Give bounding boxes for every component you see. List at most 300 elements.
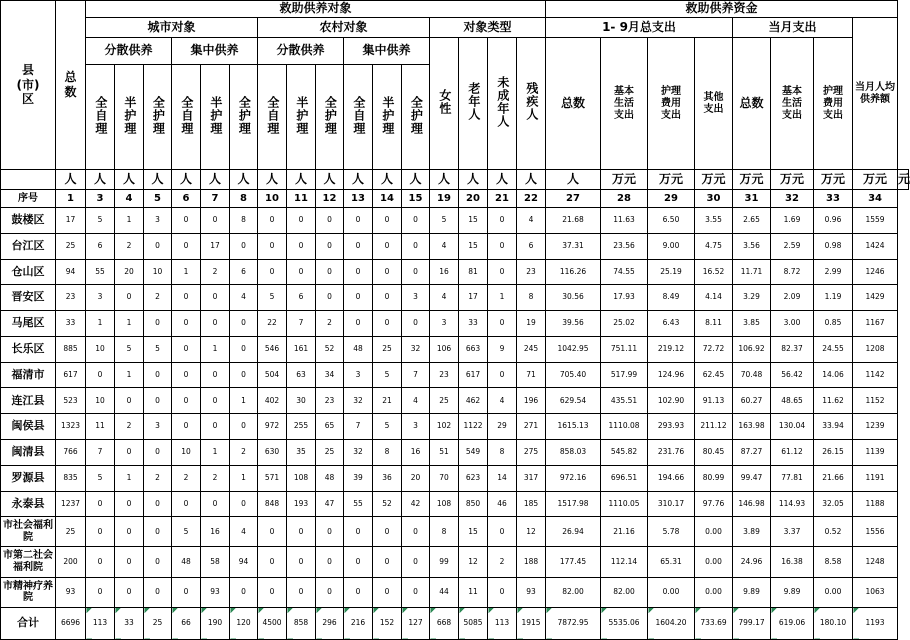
- data-cell: 0: [344, 285, 373, 311]
- data-cell: 0: [344, 311, 373, 337]
- female-header: 女性: [430, 38, 459, 170]
- data-cell: 91.13: [695, 388, 733, 414]
- data-cell: 0: [402, 577, 430, 607]
- unit-cell: 人: [201, 170, 230, 190]
- data-cell: 799.17: [733, 607, 771, 639]
- data-cell: 402: [258, 388, 287, 414]
- data-cell: 30.56: [546, 285, 601, 311]
- data-cell: 58: [201, 547, 230, 577]
- table-row: [1, 388, 909, 414]
- table-row: [1, 208, 909, 234]
- data-cell: 1424: [853, 233, 898, 259]
- care-level-header: 全护理: [144, 65, 172, 170]
- rural-objects-header: 农村对象: [258, 18, 430, 38]
- data-cell: 255: [287, 414, 316, 440]
- per-capita-header: 当月人均供养额: [853, 18, 898, 170]
- sequence-number: 33: [814, 190, 853, 208]
- data-cell: 80.45: [695, 440, 733, 466]
- ytd-total-header: 总数: [546, 38, 601, 170]
- data-cell: 293.93: [648, 414, 695, 440]
- data-cell: 6: [86, 233, 115, 259]
- data-cell: 4: [230, 285, 258, 311]
- data-cell: 0: [258, 259, 287, 285]
- data-cell: 1: [488, 285, 517, 311]
- sequence-number: 3: [86, 190, 115, 208]
- data-cell: 0: [258, 233, 287, 259]
- data-cell: 113: [488, 607, 517, 639]
- data-cell: 0.85: [814, 311, 853, 337]
- data-cell: 7: [287, 311, 316, 337]
- data-cell: 1.19: [814, 285, 853, 311]
- data-cell: 0: [172, 388, 201, 414]
- data-cell: 2: [316, 311, 344, 337]
- data-cell: 193: [287, 491, 316, 517]
- data-cell: 14.06: [814, 362, 853, 388]
- data-cell: 0: [488, 517, 517, 547]
- data-cell: 0: [86, 491, 115, 517]
- county-name: 罗源县: [1, 465, 56, 491]
- data-cell: 16.52: [695, 259, 733, 285]
- data-cell: 5: [86, 465, 115, 491]
- data-cell: 63: [287, 362, 316, 388]
- data-cell: 52: [373, 491, 402, 517]
- data-cell: 523: [56, 388, 86, 414]
- data-cell: 4.14: [695, 285, 733, 311]
- data-cell: 211.12: [695, 414, 733, 440]
- data-cell: 3.55: [695, 208, 733, 234]
- data-cell: 16: [430, 259, 459, 285]
- data-cell: 11: [459, 577, 488, 607]
- data-cell: 2: [201, 259, 230, 285]
- sequence-number: 20: [459, 190, 488, 208]
- data-cell: 0.00: [814, 577, 853, 607]
- sequence-number: 13: [344, 190, 373, 208]
- data-cell: 517.99: [601, 362, 648, 388]
- data-cell: 0: [172, 362, 201, 388]
- data-cell: 97.76: [695, 491, 733, 517]
- data-cell: 112.14: [601, 547, 648, 577]
- data-cell: 1604.20: [648, 607, 695, 639]
- data-cell: 25.19: [648, 259, 695, 285]
- data-cell: 56.42: [771, 362, 814, 388]
- sequence-number: 29: [648, 190, 695, 208]
- data-cell: 19: [517, 311, 546, 337]
- table-row: [1, 362, 909, 388]
- data-cell: 36: [373, 465, 402, 491]
- data-cell: 6: [230, 259, 258, 285]
- data-cell: 34: [316, 362, 344, 388]
- data-cell: 435.51: [601, 388, 648, 414]
- data-cell: 733.69: [695, 607, 733, 639]
- data-cell: 6696: [56, 607, 86, 639]
- data-cell: 546: [258, 336, 287, 362]
- data-cell: 2: [144, 465, 172, 491]
- data-cell: 623: [459, 465, 488, 491]
- data-cell: 44: [430, 577, 459, 607]
- unit-cell: 万元: [771, 170, 814, 190]
- data-cell: 0: [258, 577, 287, 607]
- data-cell: 120: [230, 607, 258, 639]
- data-cell: 668: [430, 607, 459, 639]
- data-cell: 29: [488, 414, 517, 440]
- data-cell: 1208: [853, 336, 898, 362]
- data-cell: 0: [201, 311, 230, 337]
- data-cell: 1152: [853, 388, 898, 414]
- data-cell: 17: [201, 233, 230, 259]
- data-cell: 163.98: [733, 414, 771, 440]
- data-cell: 6: [287, 285, 316, 311]
- data-cell: 1556: [853, 517, 898, 547]
- data-cell: 271: [517, 414, 546, 440]
- data-cell: 66: [172, 607, 201, 639]
- county-name: 连江县: [1, 388, 56, 414]
- data-cell: 3: [430, 311, 459, 337]
- sequence-label: 序号: [1, 190, 56, 208]
- data-cell: 20: [115, 259, 144, 285]
- data-cell: 37.31: [546, 233, 601, 259]
- data-cell: 7: [344, 414, 373, 440]
- data-cell: 0: [287, 517, 316, 547]
- data-cell: 1110.08: [601, 414, 648, 440]
- data-cell: 0: [488, 577, 517, 607]
- data-cell: 617: [459, 362, 488, 388]
- data-cell: 10: [172, 440, 201, 466]
- data-cell: 1193: [853, 607, 898, 639]
- county-name: 市第二社会福利院: [1, 547, 56, 577]
- data-cell: 2: [172, 465, 201, 491]
- data-cell: 77.81: [771, 465, 814, 491]
- data-cell: 619.06: [771, 607, 814, 639]
- data-cell: 196: [517, 388, 546, 414]
- data-cell: 4: [230, 517, 258, 547]
- sequence-number: 14: [373, 190, 402, 208]
- data-cell: 8.58: [814, 547, 853, 577]
- data-cell: 35: [287, 440, 316, 466]
- data-cell: 0: [144, 547, 172, 577]
- data-cell: 0: [316, 233, 344, 259]
- data-cell: 16.38: [771, 547, 814, 577]
- data-cell: 0: [172, 208, 201, 234]
- data-cell: 0: [172, 233, 201, 259]
- data-cell: 2: [115, 414, 144, 440]
- data-cell: 17: [56, 208, 86, 234]
- data-cell: 33: [459, 311, 488, 337]
- care-level-header: 全自理: [86, 65, 115, 170]
- data-cell: 275: [517, 440, 546, 466]
- data-cell: 1142: [853, 362, 898, 388]
- data-cell: 8: [230, 208, 258, 234]
- data-cell: 0: [344, 208, 373, 234]
- data-cell: 5: [172, 517, 201, 547]
- county-name: 闽清县: [1, 440, 56, 466]
- data-cell: 0: [373, 259, 402, 285]
- data-cell: 0: [287, 577, 316, 607]
- data-cell: 1122: [459, 414, 488, 440]
- data-cell: 617: [56, 362, 86, 388]
- data-cell: 1: [115, 311, 144, 337]
- data-cell: 20: [402, 465, 430, 491]
- unit-cell: 人: [430, 170, 459, 190]
- data-cell: 0: [488, 208, 517, 234]
- data-cell: 0: [144, 440, 172, 466]
- data-cell: 82.00: [601, 577, 648, 607]
- data-cell: 751.11: [601, 336, 648, 362]
- data-cell: 51: [430, 440, 459, 466]
- data-cell: 70: [430, 465, 459, 491]
- data-cell: 62.45: [695, 362, 733, 388]
- table-row: [1, 465, 909, 491]
- data-cell: 0: [230, 491, 258, 517]
- data-cell: 5: [373, 414, 402, 440]
- data-cell: 39.56: [546, 311, 601, 337]
- data-cell: 858.03: [546, 440, 601, 466]
- county-name: 晋安区: [1, 285, 56, 311]
- data-cell: 65: [316, 414, 344, 440]
- data-cell: 0: [115, 285, 144, 311]
- data-cell: 87.27: [733, 440, 771, 466]
- care-level-header: 半护理: [373, 65, 402, 170]
- data-cell: 15: [459, 233, 488, 259]
- data-cell: 4: [488, 388, 517, 414]
- unit-cell: [1, 170, 56, 190]
- data-cell: 46: [488, 491, 517, 517]
- data-cell: 317: [517, 465, 546, 491]
- data-cell: 0: [488, 362, 517, 388]
- data-cell: 99: [430, 547, 459, 577]
- data-cell: 0: [373, 208, 402, 234]
- data-cell: 180.10: [814, 607, 853, 639]
- unit-cell: 人: [144, 170, 172, 190]
- county-name: 福清市: [1, 362, 56, 388]
- data-cell: 0: [402, 547, 430, 577]
- data-cell: 3.56: [733, 233, 771, 259]
- data-cell: 0: [402, 517, 430, 547]
- table-row: [1, 311, 909, 337]
- table-row: [1, 414, 909, 440]
- data-cell: 0: [373, 285, 402, 311]
- data-cell: 33: [56, 311, 86, 337]
- data-cell: 0: [86, 577, 115, 607]
- data-cell: 0: [230, 336, 258, 362]
- data-cell: 25: [430, 388, 459, 414]
- data-cell: 0.00: [648, 577, 695, 607]
- unit-cell: 万元: [853, 170, 898, 190]
- data-cell: 1042.95: [546, 336, 601, 362]
- sequence-number: 8: [230, 190, 258, 208]
- data-cell: 0: [316, 517, 344, 547]
- data-cell: 1: [172, 259, 201, 285]
- unit-cell: 万元: [814, 170, 853, 190]
- data-cell: 462: [459, 388, 488, 414]
- unit-cell: 人: [316, 170, 344, 190]
- care-level-header: 全护理: [316, 65, 344, 170]
- data-cell: 10: [86, 388, 115, 414]
- data-cell: 127: [402, 607, 430, 639]
- month-basic-header: 基本生活支出: [771, 38, 814, 170]
- data-cell: 3.85: [733, 311, 771, 337]
- data-cell: 17.93: [601, 285, 648, 311]
- data-cell: 16: [201, 517, 230, 547]
- data-cell: 8.49: [648, 285, 695, 311]
- sequence-number: 34: [853, 190, 898, 208]
- data-cell: 0: [144, 491, 172, 517]
- data-cell: 0: [144, 311, 172, 337]
- data-cell: 0: [86, 517, 115, 547]
- data-cell: 3: [344, 362, 373, 388]
- county-name: 市精神疗养院: [1, 577, 56, 607]
- data-cell: 42: [402, 491, 430, 517]
- ytd-spending-header: 1- 9月总支出: [546, 18, 733, 38]
- data-cell: 0: [258, 517, 287, 547]
- data-cell: 1.69: [771, 208, 814, 234]
- total-count-header: 总数: [56, 1, 86, 170]
- data-cell: 0: [201, 285, 230, 311]
- unit-cell: 人: [344, 170, 373, 190]
- month-spending-header: 当月支出: [733, 18, 853, 38]
- data-cell: 93: [56, 577, 86, 607]
- data-cell: 1: [201, 440, 230, 466]
- data-cell: 9: [488, 336, 517, 362]
- unit-cell: 人: [172, 170, 201, 190]
- data-cell: 24.96: [733, 547, 771, 577]
- table-header: [1, 1, 909, 208]
- data-cell: 885: [56, 336, 86, 362]
- data-cell: 0: [258, 208, 287, 234]
- sequence-row: [1, 190, 909, 208]
- data-cell: 1: [115, 465, 144, 491]
- data-cell: 102: [430, 414, 459, 440]
- sequence-number: 31: [733, 190, 771, 208]
- county-name: 仓山区: [1, 259, 56, 285]
- data-cell: 33.94: [814, 414, 853, 440]
- sequence-number: 6: [172, 190, 201, 208]
- data-cell: 571: [258, 465, 287, 491]
- care-level-header: 全护理: [402, 65, 430, 170]
- unit-cell: 万元: [648, 170, 695, 190]
- data-cell: 11.62: [814, 388, 853, 414]
- data-cell: 5: [115, 336, 144, 362]
- data-cell: 0: [172, 336, 201, 362]
- data-cell: 48: [316, 465, 344, 491]
- county-name: 马尾区: [1, 311, 56, 337]
- county-name: 鼓楼区: [1, 208, 56, 234]
- sequence-number: 19: [430, 190, 459, 208]
- data-cell: 3.29: [733, 285, 771, 311]
- data-cell: 4500: [258, 607, 287, 639]
- data-cell: 1110.05: [601, 491, 648, 517]
- data-cell: 108: [287, 465, 316, 491]
- data-cell: 549: [459, 440, 488, 466]
- data-cell: 21.66: [814, 465, 853, 491]
- data-cell: 5: [144, 336, 172, 362]
- data-cell: 9.89: [733, 577, 771, 607]
- data-cell: 1248: [853, 547, 898, 577]
- data-cell: 32: [344, 388, 373, 414]
- data-cell: 8.72: [771, 259, 814, 285]
- data-cell: 108: [430, 491, 459, 517]
- data-cell: 310.17: [648, 491, 695, 517]
- data-cell: 1: [230, 388, 258, 414]
- data-cell: 3: [144, 414, 172, 440]
- total-row: [1, 607, 909, 639]
- data-cell: 0: [488, 233, 517, 259]
- table-row: [1, 285, 909, 311]
- rural-centralized-header: 集中供养: [344, 38, 430, 65]
- data-cell: 0: [402, 208, 430, 234]
- data-cell: 80.99: [695, 465, 733, 491]
- data-cell: 10: [86, 336, 115, 362]
- data-cell: 2.99: [814, 259, 853, 285]
- data-cell: 12: [459, 547, 488, 577]
- table-row: [1, 577, 909, 607]
- data-cell: 0: [230, 577, 258, 607]
- data-cell: 0: [230, 233, 258, 259]
- data-cell: 2.59: [771, 233, 814, 259]
- data-cell: 1167: [853, 311, 898, 337]
- data-cell: 0: [86, 547, 115, 577]
- sequence-number: 11: [287, 190, 316, 208]
- data-cell: 5: [373, 362, 402, 388]
- urban-centralized-header: 集中供养: [172, 38, 258, 65]
- data-cell: 1188: [853, 491, 898, 517]
- month-nursing-header: 护理费用支出: [814, 38, 853, 170]
- data-cell: 116.26: [546, 259, 601, 285]
- data-cell: 5085: [459, 607, 488, 639]
- county-name: 合计: [1, 607, 56, 639]
- data-cell: 106: [430, 336, 459, 362]
- data-cell: 4: [517, 208, 546, 234]
- data-cell: 972.16: [546, 465, 601, 491]
- data-cell: 0: [144, 233, 172, 259]
- data-cell: 1: [115, 362, 144, 388]
- data-cell: 0.00: [695, 547, 733, 577]
- data-cell: 0: [172, 311, 201, 337]
- unit-cell: 人: [546, 170, 601, 190]
- data-cell: 33: [115, 607, 144, 639]
- table-row: [1, 336, 909, 362]
- data-cell: 0: [344, 517, 373, 547]
- care-level-header: 全护理: [230, 65, 258, 170]
- sequence-number: 22: [517, 190, 546, 208]
- data-cell: 6.50: [648, 208, 695, 234]
- unit-cell: 人: [488, 170, 517, 190]
- data-cell: 2.09: [771, 285, 814, 311]
- data-cell: 1246: [853, 259, 898, 285]
- sequence-number: 10: [258, 190, 287, 208]
- data-cell: 24.55: [814, 336, 853, 362]
- data-cell: 0: [201, 362, 230, 388]
- data-cell: 3: [86, 285, 115, 311]
- data-cell: 106.92: [733, 336, 771, 362]
- data-cell: 32.05: [814, 491, 853, 517]
- data-cell: 15: [459, 208, 488, 234]
- data-cell: 0: [344, 547, 373, 577]
- data-cell: 48.65: [771, 388, 814, 414]
- data-cell: 74.55: [601, 259, 648, 285]
- data-cell: 6: [517, 233, 546, 259]
- data-cell: 231.76: [648, 440, 695, 466]
- data-cell: 0: [488, 311, 517, 337]
- data-cell: 0: [144, 517, 172, 547]
- data-cell: 0: [201, 491, 230, 517]
- data-cell: 32: [344, 440, 373, 466]
- data-cell: 0: [230, 362, 258, 388]
- data-cell: 8.11: [695, 311, 733, 337]
- data-cell: 11.71: [733, 259, 771, 285]
- data-cell: 0: [373, 517, 402, 547]
- data-cell: 629.54: [546, 388, 601, 414]
- unit-cell: 万元: [601, 170, 648, 190]
